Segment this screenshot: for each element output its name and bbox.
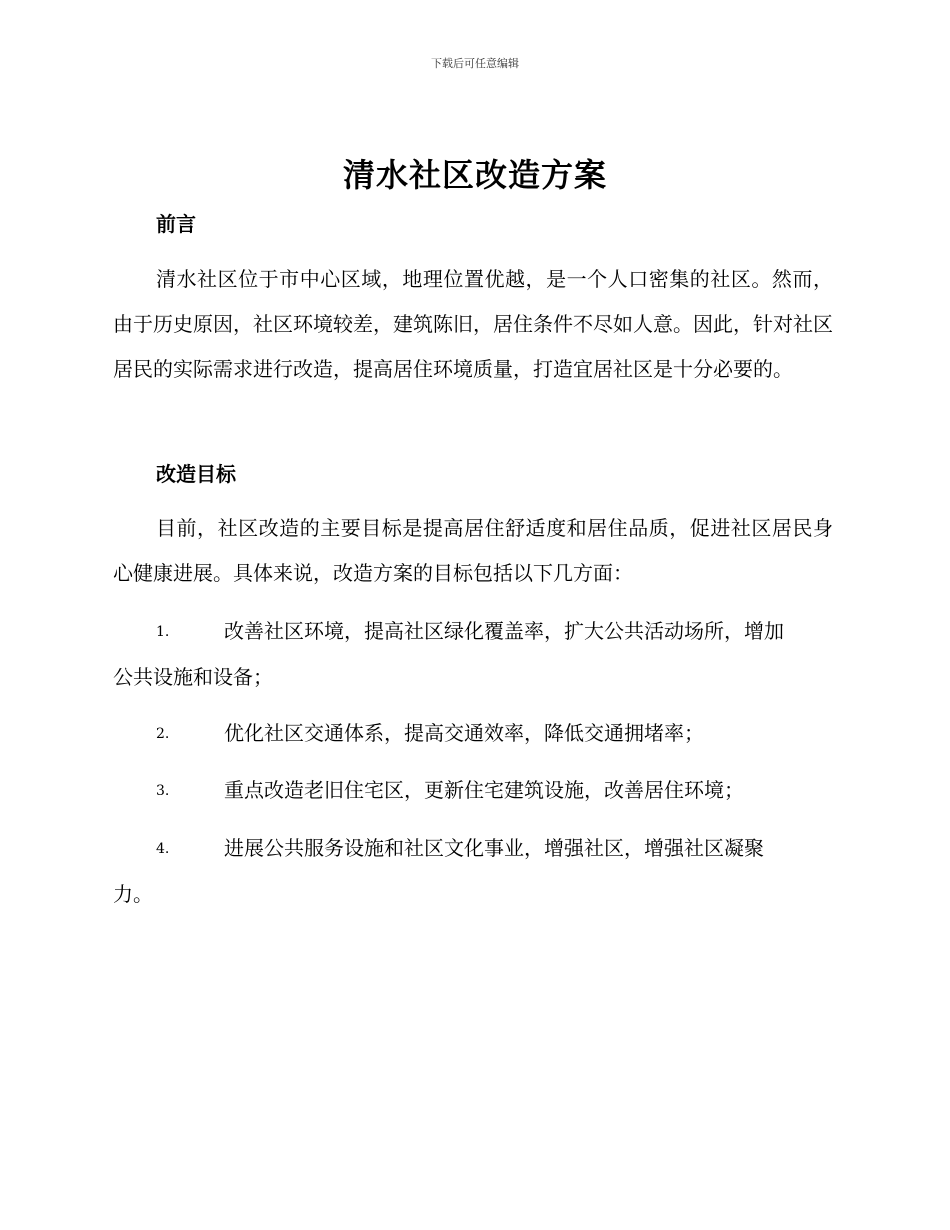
list-item-text: 改善社区环境，提高社区绿化覆盖率，扩大公共活动场所，增加 <box>224 619 784 643</box>
list-item-text: 进展公共服务设施和社区文化事业，增强社区，增强社区凝聚 <box>224 836 764 860</box>
goal-list-item <box>113 768 835 814</box>
section-heading-preface: 前言 <box>156 212 196 236</box>
document-title: 清水社区改造方案 <box>342 156 607 194</box>
page-header-note: 下载后可任意编辑 <box>431 57 519 70</box>
list-number: 1. <box>156 624 170 640</box>
section-heading-goals: 改造目标 <box>156 462 236 486</box>
preface-paragraph: 清水社区位于市中心区域，地理位置优越，是一个人口密集的社区。然而，由于历史原因，社区环境较差，建筑陈旧，居住条件不尽如人意。因此，针对社区居民的实际需求进行改造，提高居住环境质量，打造宜居社区是十分必要的。 <box>113 267 833 381</box>
list-item-text-continued: 公共设施和设备； <box>113 665 273 689</box>
list-number: 3. <box>156 783 170 799</box>
list-number: 4. <box>156 841 170 857</box>
list-item-text: 优化社区交通体系，提高交通效率，降低交通拥堵率； <box>224 721 704 745</box>
list-number: 2. <box>156 726 170 742</box>
goal-list-item <box>113 826 835 917</box>
goal-list-item <box>113 711 835 757</box>
goals-intro-paragraph: 目前，社区改造的主要目标是提高居住舒适度和居住品质，促进社区居民身心健康进展。具体来说，改造方案的目标包括以下几方面： <box>113 516 833 585</box>
list-item-text: 重点改造老旧住宅区，更新住宅建筑设施，改善居住环境； <box>224 778 744 802</box>
list-item-text-continued: 力。 <box>113 882 153 906</box>
goal-list-item <box>113 609 835 700</box>
